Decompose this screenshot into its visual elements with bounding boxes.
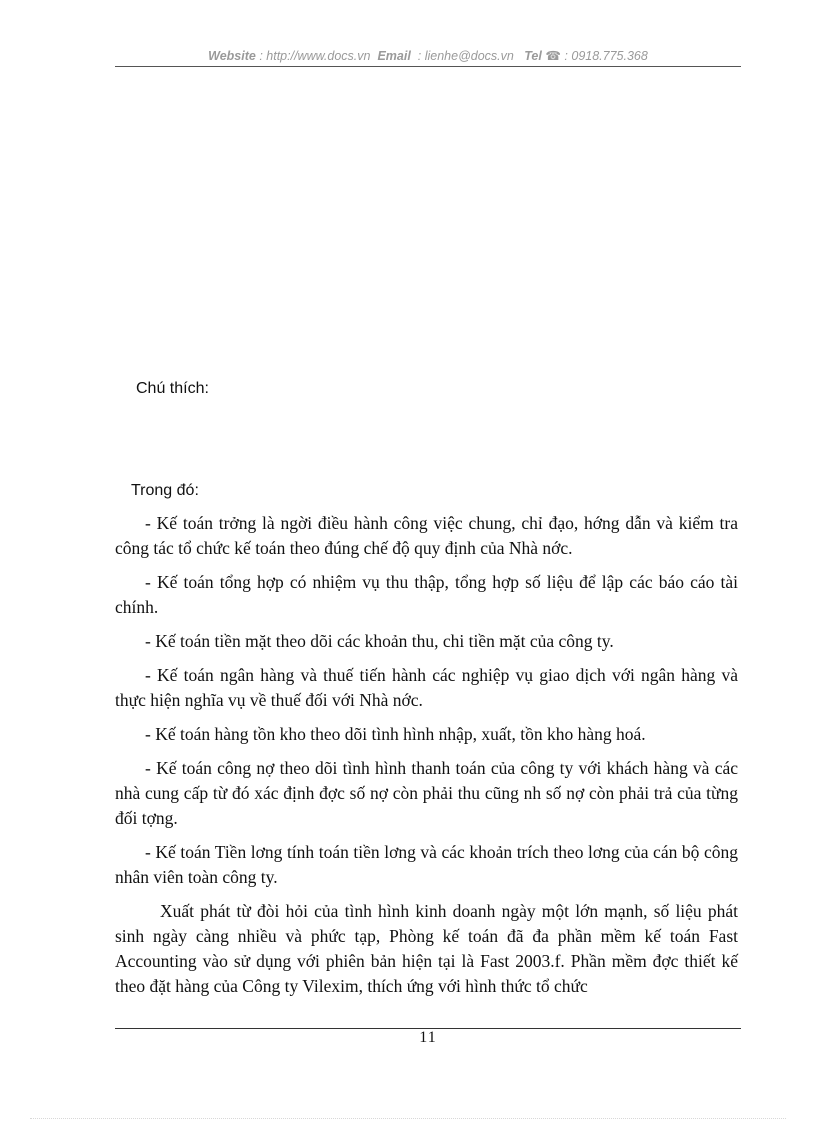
chu-thich-label: Chú thích: [136,380,209,397]
phone-icon: ☎ [545,49,561,63]
page-header [115,48,741,63]
header-divider [115,66,741,67]
paragraph-ke-toan-tien-mat: - Kế toán tiền mặt theo dõi các khoản thu, chi tiền mặt của công ty. [145,631,614,651]
paragraph-ke-toan-ngan-hang: - Kế toán ngân hàng và thuế tiến hành các nghiệp vụ giao dịch với ngân hàng và thực hiện nghĩa vụ về thuế đối với Nhà nớc. [115,665,738,710]
paragraph-xuat-phat: Xuất phát từ đòi hỏi của tình hình kinh doanh ngày một lớn mạnh, số liệu phát sinh ngày càng nhiều và phức tạp, Phòng kế toán đã đa phần mềm kế toán Fast Accounting vào sử dụng với phiên bản hiện tại là Fast 2003.f. Phần mềm đợc thiết kế theo đặt hàng của Công ty Vilexim, thích ứng với hình thức tổ chức [115,901,738,996]
paragraph-ke-toan-tong-hop: - Kế toán tổng hợp có nhiệm vụ thu thập, tổng hợp số liệu để lập các báo cáo tài chính. [115,572,738,617]
paragraph-ke-toan-hang-ton-kho: - Kế toán hàng tồn kho theo dõi tình hình nhập, xuất, tồn kho hàng hoá. [145,724,646,744]
page-bottom-border [30,1118,786,1119]
tel-label: Tel [524,49,542,63]
website-value: : http://www.docs.vn [259,49,371,63]
paragraph-ke-toan-truong: - Kế toán trởng là ngời điều hành công việc chung, chỉ đạo, hớng dẫn và kiểm tra công tác tổ chức kế toán theo đúng chế độ quy định của Nhà nớc. [115,513,738,558]
website-label: Website [208,49,256,63]
email-label: Email [377,49,411,63]
paragraph-ke-toan-cong-no: - Kế toán công nợ theo dõi tình hình thanh toán của công ty với khách hàng và các nhà cung cấp từ đó xác định đợc số nợ còn phải thu cũng nh số nợ còn phải trả của từng đối tợng. [115,758,738,828]
paragraph-ke-toan-tien-luong: - Kế toán Tiền lơng tính toán tiền lơng và các khoản trích theo lơng của cán bộ công nhân viên toàn công ty. [115,842,738,887]
trong-do-label: Trong đó: [131,482,199,499]
email-value: : lienhe@docs.vn [417,49,514,63]
tel-value: : 0918.775.368 [564,49,648,63]
page-number: 11 [419,1029,437,1046]
